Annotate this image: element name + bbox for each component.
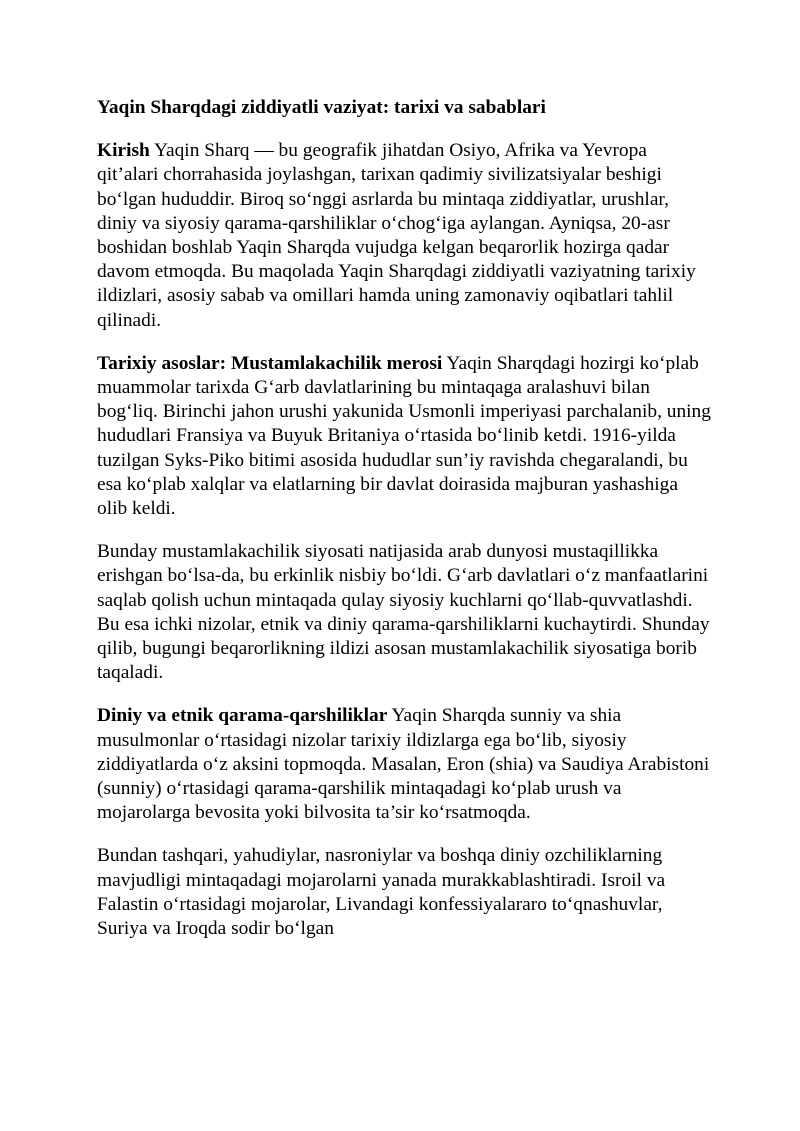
section-heading-religious-ethnic: Diniy va etnik qarama-qarshiliklar — [97, 705, 388, 727]
paragraph-introduction — [97, 139, 712, 333]
document-title: Yaqin Sharqdagi ziddiyatli vaziyat: tarixi va sabablari — [97, 97, 546, 118]
section-heading-historical-basis: Tarixiy asoslar: Mustamlakachilik merosi — [97, 352, 443, 374]
paragraph-text: Yaqin Sharqdagi hozirgi ko‘plab muammolar tarixda G‘arb davlatlarining bu mintaqaga aralashuvi bilan bog‘liq. Birinchi jahon urushi yakunida Usmonli imperiyasi parchalanib, uning hududlari Fransiya va Buyuk Britaniya o‘rtasida bo‘linib ketdi. 1916-yilda tuzilgan Syks-Piko bitimi asosida hududlar sun’iy ravishda chegaralandi, bu esa ko‘plab xalqlar va elatlarning bir davlat doirasida majburan yashashiga olib keldi. — [97, 352, 711, 520]
paragraph-historical-basis — [97, 352, 712, 521]
document-page — [97, 96, 712, 960]
paragraph-text: Bunday mustamlakachilik siyosati natijasida arab dunyosi mustaqillikka erishgan bo‘lsa-da, bu erkinlik nisbiy bo‘ldi. G‘arb davlatlari o‘z manfaatlarini saqlab qolish uchun mintaqada qulay siyosiy kuchlarni qo‘llab-quvvatlashdi. Bu esa ichki nizolar, etnik va diniy qarama-qarshiliklarni kuchaytirdi. Shunday qilib, bugungi beqarorlikning ildizi asosan mustamlakachilik siyosatiga borib taqaladi. — [97, 541, 710, 684]
paragraph-minorities — [97, 844, 712, 941]
paragraph-colonial-policy — [97, 540, 712, 685]
paragraph-text: Yaqin Sharq — bu geografik jihatdan Osiyo, Afrika va Yevropa qit’alari chorrahasida joylashgan, tarixan qadimiy sivilizatsiyalar beshigi bo‘lgan hududdir. Biroq so‘nggi asrlarda bu mintaqa ziddiyatlar, urushlar, diniy va siyosiy qarama-qarshiliklar o‘chog‘iga aylangan. Ayniqsa, 20-asr boshidan boshlab Yaqin Sharqda vujudga kelgan beqarorlik hozirga qadar davom etmoqda. Bu maqolada Yaqin Sharqdagi ziddiyatli vaziyatning tarixiy ildizlari, asosiy sabab va omillari hamda uning zamonaviy oqibatlari tahlil qilinadi. — [97, 140, 696, 331]
paragraph-text: Yaqin Sharqda sunniy va shia musulmonlar o‘rtasidagi nizolar tarixiy ildizlarga ega bo‘lib, siyosiy ziddiyatlarda o‘z aksini topmoqda. Masalan, Eron (shia) va Saudiya Arabistoni (sunniy) o‘rtasidagi qarama-qarshilik mintaqadagi ko‘plab urush va mojarolarga bevosita yoki bilvosita ta’sir ko‘rsatmoqda. — [97, 705, 710, 824]
paragraph-text: Bundan tashqari, yahudiylar, nasroniylar va boshqa diniy ozchiliklarning mavjudligi mintaqadagi mojarolarni yanada murakkablashtiradi. Isroil va Falastin o‘rtasidagi mojarolar, Livandagi konfessiyalararo to‘qnashuvlar, Suriya va Iroqda sodir bo‘lgan — [97, 845, 666, 940]
section-heading-introduction: Kirish — [97, 140, 150, 162]
paragraph-religious-ethnic — [97, 704, 712, 825]
